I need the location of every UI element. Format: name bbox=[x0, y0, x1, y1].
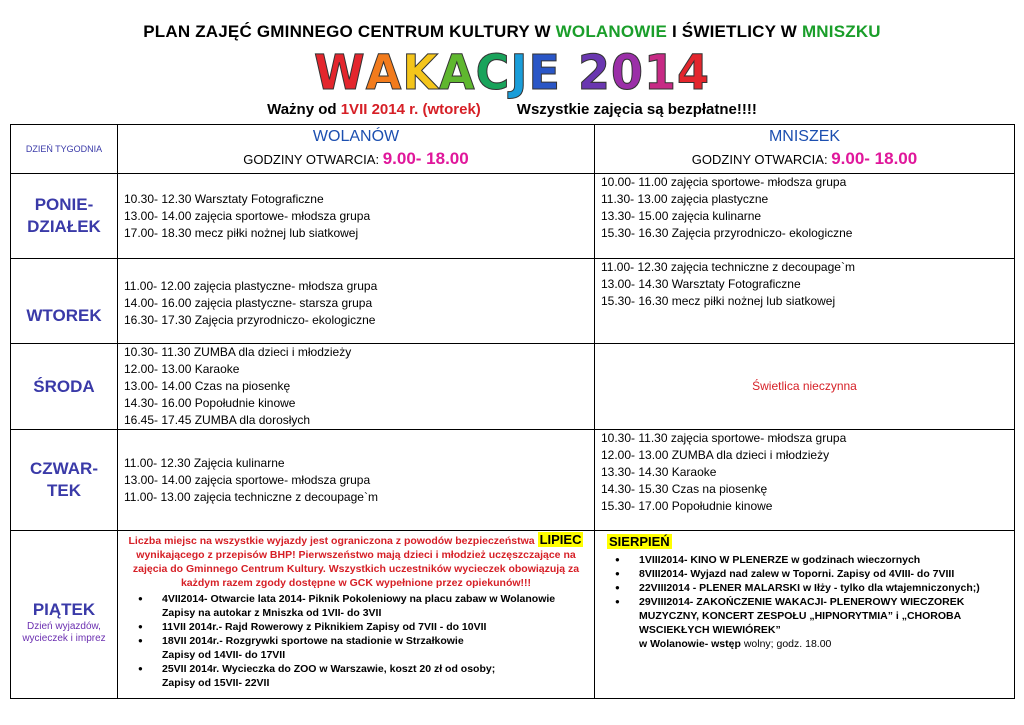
list-item bbox=[138, 620, 594, 634]
banner-letter: 1 bbox=[643, 43, 677, 101]
day-tuesday bbox=[11, 259, 118, 344]
list-item: 15.30- 16.30 Zajęcia przyrodniczo- ekologiczne bbox=[601, 226, 853, 240]
valid-label: Ważny od bbox=[267, 101, 341, 118]
tuesday-mniszek bbox=[595, 259, 1015, 344]
list-item: 12.00- 13.00 ZUMBA dla dzieci i młodzieży bbox=[601, 448, 830, 462]
list-item: 11.00- 12.30 Zajęcia kulinarne bbox=[124, 455, 285, 470]
place-name-wolanow: WOLANÓW bbox=[312, 127, 400, 145]
list-item bbox=[138, 634, 594, 662]
list-item: 14.30- 15.30 Czas na piosenkę bbox=[601, 482, 768, 496]
banner-letter: K bbox=[402, 43, 439, 101]
banner-letter: A bbox=[365, 43, 403, 101]
event-text: 8VIII2014- Wyjazd nad zalew w Toporni. Zapisy od 4VIII- do 7VIII bbox=[639, 568, 955, 580]
banner-letter: W bbox=[313, 43, 366, 101]
list-item: 16.45- 17.45 ZUMBA dla dorosłych bbox=[124, 413, 311, 427]
day-label: CZWAR- bbox=[30, 459, 98, 478]
list-item: 10.30- 11.30 ZUMBA dla dzieci i młodzieży bbox=[124, 345, 352, 359]
schedule-table bbox=[10, 124, 1015, 699]
day-monday bbox=[11, 174, 118, 259]
list-item bbox=[138, 662, 594, 690]
wednesday-wolanow bbox=[118, 344, 595, 430]
july-events bbox=[118, 592, 594, 690]
banner-letter: J bbox=[510, 43, 529, 101]
table-row-wednesday bbox=[11, 344, 1015, 430]
notice-text: Liczba miejsc na wszystkie wyjazdy jest ograniczona z powodów bezpieczeństwa bbox=[128, 535, 538, 547]
event-text: 18VII 2014r.- Rozgrywki sportowe na stadionie w Strzałkowie bbox=[162, 635, 464, 647]
list-item: 14.30- 16.00 Popołudnie kinowe bbox=[124, 396, 296, 410]
table-row-thursday bbox=[11, 430, 1015, 531]
banner-letter: A bbox=[439, 43, 476, 101]
event-text: 11VII 2014r.- Rajd Rowerowy z Piknikiem Zapisy od 7VII - do 10VII bbox=[162, 621, 487, 633]
table-row-monday bbox=[11, 174, 1015, 259]
wolanow-header bbox=[118, 125, 595, 174]
wolanow-hours bbox=[124, 147, 588, 172]
day-header-label: DZIEŃ TYGODNIA bbox=[25, 143, 103, 154]
table-header-row bbox=[11, 125, 1015, 174]
august-events bbox=[607, 553, 1014, 637]
table-row-friday bbox=[11, 531, 1015, 699]
valid-date: 1VII 2014 r. (wtorek) bbox=[340, 101, 481, 118]
tuesday-wolanow bbox=[118, 259, 595, 344]
monday-wolanow bbox=[118, 174, 595, 259]
list-item: 13.00- 14.00 Czas na piosenkę bbox=[124, 379, 291, 393]
aug-note-b: wolny; godz. 18.00 bbox=[743, 638, 832, 650]
event-signup: Zapisy od 15VII- 22VII bbox=[162, 677, 270, 689]
table-row-tuesday bbox=[11, 259, 1015, 344]
thursday-mniszek bbox=[595, 430, 1015, 531]
list-item: 11.00- 12.00 zajęcia plastyczne- młodsza grupa bbox=[124, 279, 378, 293]
friday-mniszek bbox=[595, 531, 1015, 699]
list-item: 13.30- 14.30 Karaoke bbox=[601, 465, 717, 479]
event-text: 22VIII2014 - PLENER MALARSKI w Iłży - tylko dla wtajemniczonych;) bbox=[639, 582, 980, 594]
event-text: 25VII 2014r. Wycieczka do ZOO w Warszawie, koszt 20 zł od osoby; bbox=[162, 663, 496, 675]
month-badge-july: LIPIEC bbox=[539, 532, 582, 547]
banner-letter bbox=[561, 45, 578, 100]
monday-mniszek bbox=[595, 174, 1015, 259]
title-place-wolanow: WOLANOWIE bbox=[555, 22, 668, 41]
thursday-wolanow bbox=[118, 430, 595, 531]
list-item bbox=[615, 567, 1014, 581]
mniszek-hours bbox=[601, 147, 1008, 172]
event-signup: Zapisy od 14VII- do 17VII bbox=[162, 649, 286, 661]
list-item: 13.00- 14.00 zajęcia sportowe- młodsza grupa bbox=[124, 208, 371, 223]
title-part: I ŚWIETLICY W bbox=[667, 22, 802, 41]
free-note: Wszystkie zajęcia są bezpłatne!!!! bbox=[516, 101, 757, 118]
title-place-mniszek: MNISZKU bbox=[801, 22, 881, 41]
banner-letter: 0 bbox=[610, 43, 644, 101]
friday-wolanow bbox=[118, 531, 595, 699]
list-item: 10.30- 11.30 zajęcia sportowe- młodsza grupa bbox=[601, 431, 847, 445]
trip-notice bbox=[118, 531, 594, 590]
list-item: 13.30- 15.00 zajęcia kulinarne bbox=[601, 209, 762, 223]
place-name-mniszek: MNISZEK bbox=[768, 127, 841, 145]
event-text: 4VII2014- Otwarcie lata 2014- Piknik Pokoleniowy na placu zabaw w Wolanowie bbox=[162, 593, 556, 605]
list-item: 17.00- 18.30 mecz piłki nożnej lub siatkowej bbox=[124, 225, 359, 240]
event-text: 29VIII2014- ZAKOŃCZENIE WAKACJI- PLENEROWY WIECZOREK MUZYCZNY, KONCERT ZESPOŁU „HIPNORYTMIA” i „CHOROBA WSCIEKŁYCH WIEWIÓREK” bbox=[639, 596, 965, 636]
event-text: 1VIII2014- KINO W PLENERZE w godzinach wieczornych bbox=[639, 554, 921, 566]
list-item: 10.00- 11.00 zajęcia sportowe- młodsza grupa bbox=[601, 175, 847, 189]
list-item: 12.00- 13.00 Karaoke bbox=[124, 362, 240, 376]
list-item: 16.30- 17.30 Zajęcia przyrodniczo- ekologiczne bbox=[124, 313, 376, 327]
title-part: PLAN ZAJĘĆ GMINNEGO CENTRUM KULTURY W bbox=[143, 22, 556, 41]
day-label: PONIE- bbox=[34, 195, 94, 214]
list-item: 11.00- 12.30 zajęcia techniczne z decoupage`m bbox=[601, 260, 855, 274]
banner-letter: C bbox=[475, 43, 511, 101]
day-label: ŚRODA bbox=[33, 376, 95, 396]
day-header bbox=[11, 125, 118, 174]
validity-line bbox=[0, 101, 1024, 118]
list-item: 15.30- 16.30 mecz piłki nożnej lub siatkowej bbox=[601, 294, 836, 308]
page-title bbox=[0, 22, 1024, 42]
aug-note-a: w Wolanowie- wstęp bbox=[639, 638, 744, 650]
month-badge-august: SIERPIEŃ bbox=[609, 534, 670, 549]
notice-text: wynikającego z przepisów BHP! Pierwszeństwo mają dzieci i młodzież uczęszczające na zajęcia do Gminnego Centrum Kultury. Wszystkich uczestników wycieczek obowiązują za każdym razem zgody dostępne w GCK wypełnione przez opiekunów!!! bbox=[132, 549, 580, 589]
banner-letter: 4 bbox=[677, 43, 711, 101]
day-sublabel: Dzień wyjazdów, wycieczek i imprez bbox=[22, 621, 106, 644]
list-item: 13.00- 14.00 zajęcia sportowe- młodsza grupa bbox=[124, 472, 371, 487]
list-item bbox=[615, 581, 1014, 595]
hours-value: 9.00- 18.00 bbox=[831, 148, 918, 168]
hours-label: GODZINY OTWARCIA: bbox=[243, 151, 383, 167]
list-item bbox=[138, 592, 594, 620]
day-label: WTOREK bbox=[26, 306, 102, 325]
wakacje-banner bbox=[0, 43, 1024, 101]
banner-letter: E bbox=[528, 43, 561, 101]
day-label: TEK bbox=[47, 481, 81, 500]
list-item: 13.00- 14.30 Warsztaty Fotograficzne bbox=[601, 277, 801, 291]
list-item: 11.00- 13.00 zajęcia techniczne z decoupage`m bbox=[124, 489, 378, 504]
august-note bbox=[607, 637, 1014, 651]
hours-value: 9.00- 18.00 bbox=[382, 148, 469, 168]
day-thursday bbox=[11, 430, 118, 531]
list-item: 14.00- 16.00 zajęcia plastyczne- starsza grupa bbox=[124, 296, 373, 310]
day-label: DZIAŁEK bbox=[27, 217, 101, 236]
day-friday bbox=[11, 531, 118, 699]
list-item: 10.30- 12.30 Warsztaty Fotograficzne bbox=[124, 191, 324, 206]
day-label: PIĄTEK bbox=[32, 600, 96, 619]
day-wednesday bbox=[11, 344, 118, 430]
banner-letter: 2 bbox=[577, 43, 611, 101]
hours-label: GODZINY OTWARCIA: bbox=[691, 151, 832, 167]
list-item: 11.30- 13.00 zajęcia plastyczne bbox=[601, 192, 769, 206]
mniszek-header bbox=[595, 125, 1015, 174]
wednesday-mniszek-closed: Świetlica nieczynna bbox=[595, 344, 1015, 430]
list-item bbox=[615, 553, 1014, 567]
event-signup: Zapisy na autokar z Mniszka od 1VII- do 3VII bbox=[162, 607, 382, 619]
list-item bbox=[615, 595, 1014, 637]
list-item: 15.30- 17.00 Popołudnie kinowe bbox=[601, 499, 773, 513]
